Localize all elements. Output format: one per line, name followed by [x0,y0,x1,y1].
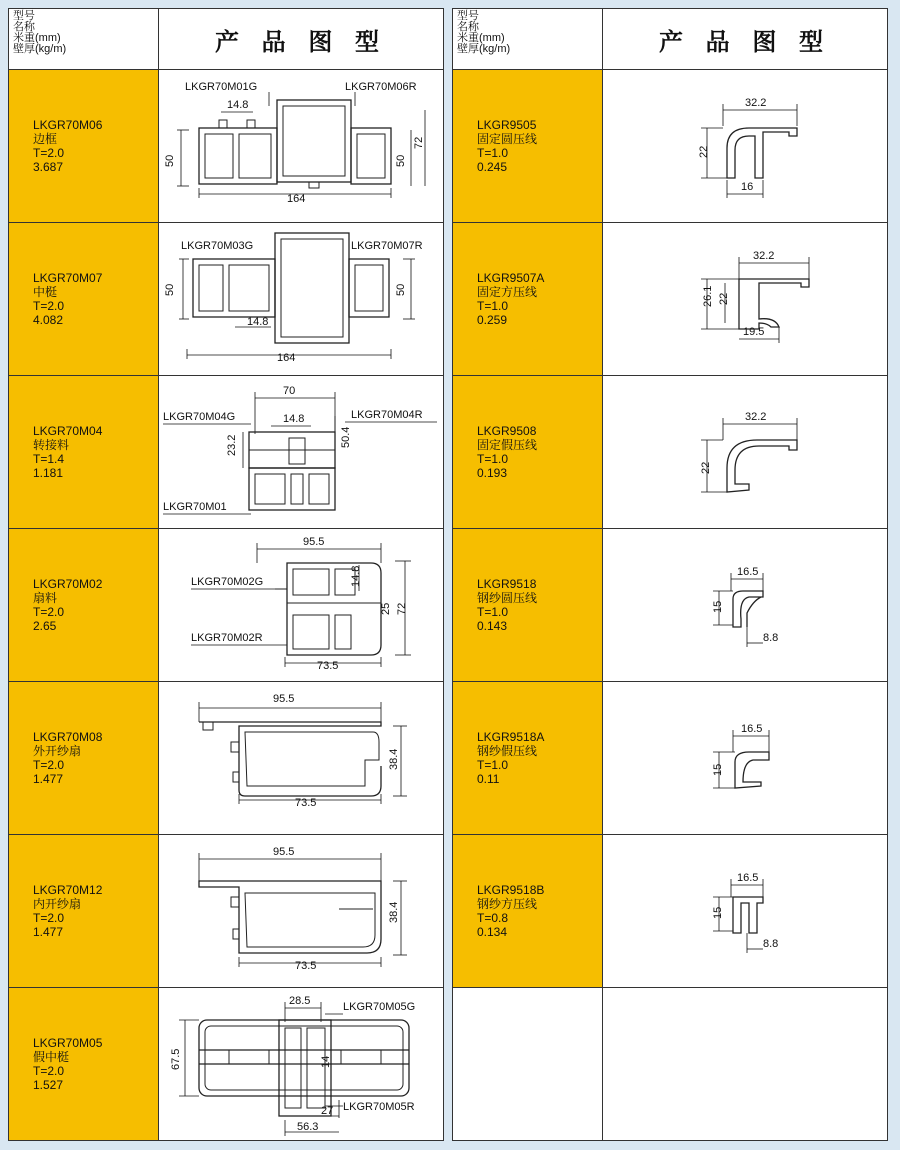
wall-thickness: T=1.0 [477,758,509,772]
header-col-labels: 型号 名称 米重(mm) 壁厚(kg/m) [453,9,603,69]
svg-text:164: 164 [277,352,296,364]
product-row [453,70,887,223]
profile-drawing [159,70,443,222]
profile-drawing [159,682,443,834]
wall-thickness: T=1.4 [33,452,65,466]
meter-weight: 1.477 [33,925,64,939]
part-label: LKGR70M04R [351,409,423,421]
svg-text:73.5: 73.5 [317,660,339,672]
svg-text:72: 72 [413,136,425,149]
svg-text:95.5: 95.5 [303,536,325,548]
svg-text:26.1: 26.1 [702,285,714,307]
product-row [453,376,887,529]
profile-drawing [603,223,887,375]
product-row [453,682,887,835]
svg-text:8.8: 8.8 [763,632,779,644]
profile-drawing [159,529,443,681]
table-header [453,9,887,70]
wall-thickness: T=2.0 [33,911,65,925]
product-name: 中梃 [33,285,58,299]
svg-text:67.5: 67.5 [170,1048,182,1070]
svg-text:16.5: 16.5 [741,723,763,735]
wall-thickness: T=2.0 [33,299,65,313]
svg-text:32.2: 32.2 [745,97,767,109]
meter-weight: 0.143 [477,619,508,633]
svg-text:15: 15 [712,763,724,776]
product-info [9,682,159,834]
dimension-lines [713,730,769,788]
product-name: 钢纱假压线 [477,744,538,758]
svg-text:27: 27 [321,1105,334,1117]
table-header [9,9,443,70]
product-info [9,70,159,222]
product-info [453,682,603,834]
svg-text:15: 15 [712,906,724,919]
product-name: 钢纱方压线 [477,897,538,911]
meter-weight: 2.65 [33,619,57,633]
profile-drawing [159,376,443,528]
profile-drawing [159,835,443,987]
product-name: 外开纱扇 [33,744,82,758]
product-row [453,529,887,682]
product-info [9,223,159,375]
profile-drawing [159,988,443,1140]
part-label: LKGR70M03G [181,240,254,252]
meter-weight: 3.687 [33,160,64,174]
svg-text:14.8: 14.8 [227,99,249,111]
svg-text:73.5: 73.5 [295,960,317,972]
product-row [453,223,887,376]
meter-weight: 0.134 [477,925,508,939]
empty-row [453,988,887,1140]
product-row [9,223,443,376]
svg-text:50: 50 [395,283,407,296]
svg-text:95.5: 95.5 [273,846,295,858]
product-row [9,682,443,835]
model-code: LKGR70M02 [33,577,103,591]
product-name: 钢纱圆压线 [477,591,538,605]
wall-thickness: T=1.0 [477,605,509,619]
model-code: LKGR70M04 [33,424,103,438]
wall-thickness: T=0.8 [477,911,509,925]
svg-text:72: 72 [396,602,408,615]
svg-text:14.8: 14.8 [283,413,305,425]
svg-text:22: 22 [698,145,710,158]
profile-section [275,563,381,655]
model-code: LKGR9518A [477,730,545,744]
svg-text:164: 164 [287,193,306,205]
svg-text:32.2: 32.2 [753,250,775,262]
wall-thickness: T=1.0 [477,299,509,313]
product-name: 内开纱扇 [33,897,82,911]
product-name: 固定方压线 [477,285,538,299]
svg-text:15: 15 [712,600,724,613]
svg-text:16.5: 16.5 [737,566,759,578]
part-label: LKGR70M07R [351,240,423,252]
svg-text:16.5: 16.5 [737,872,759,884]
model-code: LKGR9518 [477,577,537,591]
product-name: 假中梃 [33,1050,70,1064]
meter-weight: 1.181 [33,466,64,480]
model-code: LKGR70M05 [33,1036,103,1050]
svg-text:22: 22 [700,461,712,474]
product-row [9,376,443,529]
profile-section [199,100,391,188]
part-label: LKGR70M01 [163,501,227,513]
product-row [9,70,443,223]
profile-section [249,432,335,510]
right-product-table [452,8,888,1141]
wall-thickness: T=2.0 [33,146,65,160]
svg-text:28.5: 28.5 [289,995,311,1007]
svg-text:50: 50 [164,154,176,167]
model-code: LKGR9507A [477,271,545,285]
profile-drawing [603,682,887,834]
profile-drawing [603,835,887,987]
meter-weight: 0.245 [477,160,508,174]
svg-text:50.4: 50.4 [340,426,352,448]
product-info [453,70,603,222]
svg-text:38.4: 38.4 [388,901,400,923]
profile-section [199,881,381,953]
product-name: 固定假压线 [477,438,538,452]
product-row [9,529,443,682]
product-name: 边框 [33,132,58,146]
left-product-table [8,8,444,1141]
profile-drawing [603,70,887,222]
product-name: 扇料 [33,591,58,605]
wall-thickness: T=2.0 [33,1064,65,1078]
svg-text:19.5: 19.5 [743,326,765,338]
profile-drawing [159,223,443,375]
part-label: LKGR70M06R [345,81,417,93]
svg-text:73.5: 73.5 [295,797,317,809]
part-label: LKGR70M05R [343,1101,415,1113]
meter-weight: 4.082 [33,313,64,327]
header-title: 产 品 图 型 [658,28,831,56]
meter-weight: 0.193 [477,466,508,480]
svg-text:14: 14 [320,1055,332,1068]
dimension-lines [701,418,797,492]
profile-drawing [603,376,887,528]
svg-text:70: 70 [283,385,296,397]
product-row [453,835,887,988]
svg-text:38.4: 38.4 [388,748,400,770]
profile-section [199,722,381,796]
svg-text:32.2: 32.2 [745,411,767,423]
part-label: LKGR70M04G [163,411,236,423]
svg-text:16: 16 [741,181,754,193]
wall-thickness: T=1.0 [477,452,509,466]
profile-drawing [603,529,887,681]
svg-text:25: 25 [380,602,392,615]
wall-thickness: T=2.0 [33,758,65,772]
model-code: LKGR70M07 [33,271,103,285]
svg-text:95.5: 95.5 [273,693,295,705]
product-info [9,529,159,681]
model-code: LKGR70M06 [33,118,103,132]
product-info [9,376,159,528]
profile-section [727,440,797,492]
meter-weight: 1.477 [33,772,64,786]
dimension-lines [199,702,407,804]
model-code: LKGR70M12 [33,883,103,897]
meter-weight: 1.527 [33,1078,64,1092]
dimension-lines [191,543,411,667]
svg-text:50: 50 [164,283,176,296]
svg-text:50: 50 [395,154,407,167]
svg-text:56.3: 56.3 [297,1121,319,1133]
wall-thickness: T=1.0 [477,146,509,160]
profile-section [733,897,763,933]
product-name: 固定圆压线 [477,132,538,146]
profile-section [733,591,763,627]
profile-section [735,752,769,788]
profile-section [727,128,797,178]
svg-text:22: 22 [718,292,730,305]
meter-weight: 0.259 [477,313,508,327]
product-row [9,988,443,1140]
profile-section [739,279,809,329]
svg-text:23.2: 23.2 [226,434,238,456]
part-label: LKGR70M02G [191,576,264,588]
model-code: LKGR70M08 [33,730,103,744]
meter-weight: 0.11 [477,772,500,786]
part-label: LKGR70M02R [191,632,263,644]
product-row [9,835,443,988]
product-info [453,835,603,987]
product-info [453,376,603,528]
product-info [9,988,159,1140]
product-info [453,223,603,375]
product-info [453,529,603,681]
header-col-labels: 型号 名称 米重(mm) 壁厚(kg/m) [9,9,159,69]
product-info [9,835,159,987]
svg-text:14.8: 14.8 [247,316,269,328]
product-name: 转接料 [33,438,70,452]
dimension-lines [179,259,415,359]
part-label: LKGR70M01G [185,81,258,93]
model-code: LKGR9508 [477,424,537,438]
svg-text:8.8: 8.8 [763,938,779,950]
model-code: LKGR9505 [477,118,537,132]
header-title: 产 品 图 型 [214,28,387,56]
wall-thickness: T=2.0 [33,605,65,619]
dimension-lines [199,853,407,967]
part-label: LKGR70M05G [343,1001,416,1013]
model-code: LKGR9518B [477,883,545,897]
svg-text:14.8: 14.8 [350,565,362,587]
